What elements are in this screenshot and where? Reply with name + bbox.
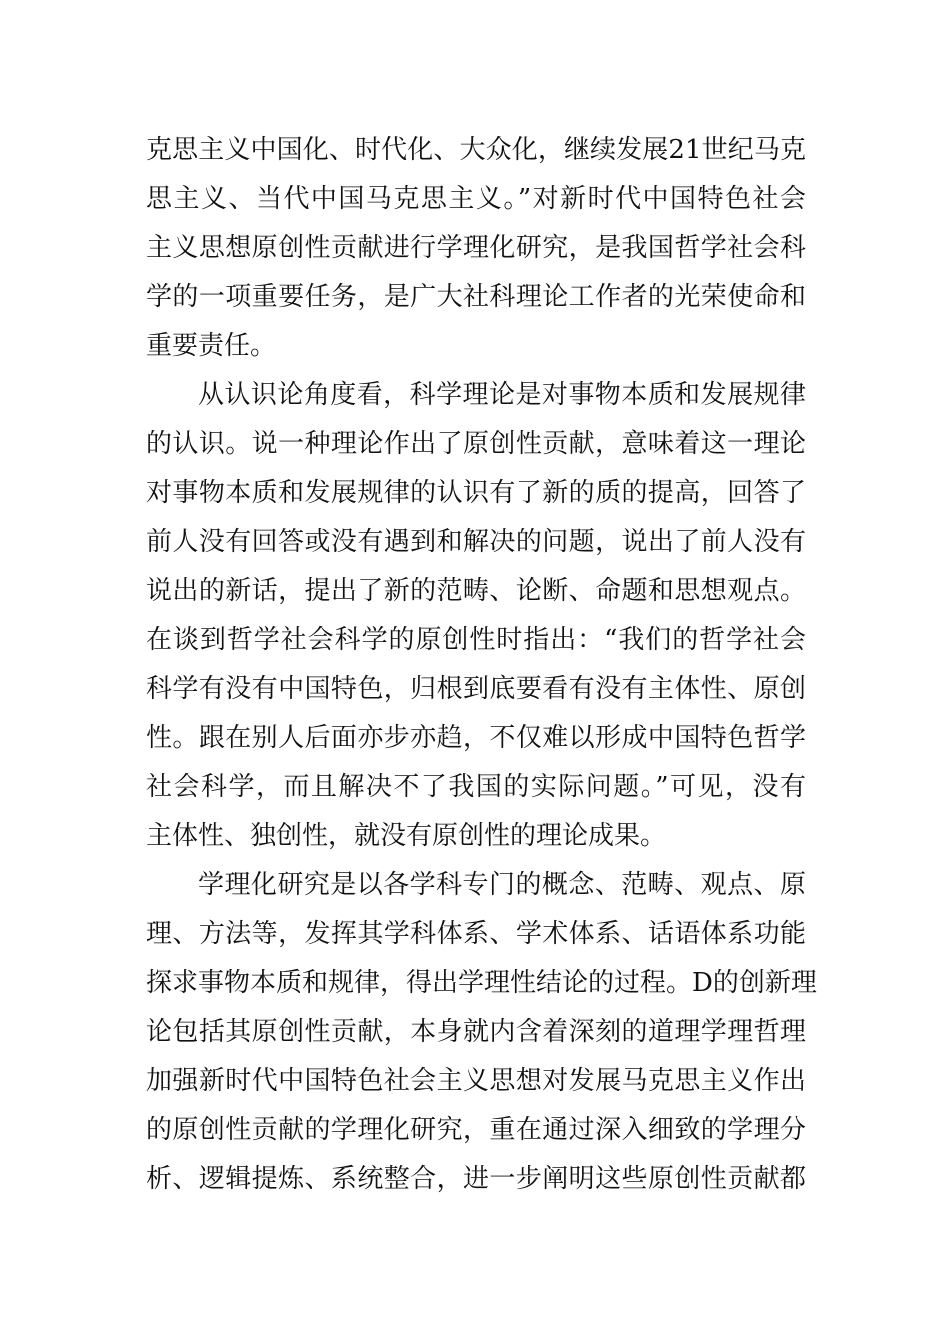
paragraph-1 (146, 126, 806, 371)
paragraph-3 (146, 861, 817, 1204)
text-line: 加强新时代中国特色社会主义思想对发展马克思主义作出 (146, 1066, 806, 1096)
text-line: 社会科学，而且解决不了我国的实际问题。”可见，没有 (146, 772, 806, 802)
text-line: 性。跟在别人后面亦步亦趋，不仅难以形成中国特色哲学 (146, 723, 806, 753)
text-line: 在谈到哲学社会科学的原创性时指出：“我们的哲学社会 (146, 625, 806, 655)
text-line: 对事物本质和发展规律的认识有了新的质的提高，回答了 (146, 478, 806, 508)
text-line: 学的一项重要任务，是广大社科理论工作者的光荣使命和 (146, 282, 806, 312)
text-line: 思主义、当代中国马克思主义。”对新时代中国特色社会 (146, 184, 806, 214)
text-line: 的原创性贡献的学理化研究，重在通过深入细致的学理分 (146, 1115, 806, 1145)
text-line: 从认识论角度看，科学理论是对事物本质和发展规律 (198, 380, 806, 410)
text-line: 理、方法等，发挥其学科体系、学术体系、话语体系功能 (146, 919, 806, 949)
text-line: 说出的新话，提出了新的范畴、论断、命题和思想观点。 (146, 576, 806, 606)
text-line: 科学有没有中国特色，归根到底要看有没有主体性、原创 (146, 674, 806, 704)
text-line: 重要责任。 (146, 331, 277, 361)
paragraph-2 (146, 371, 806, 861)
text-line: 论包括其原创性贡献，本身就内含着深刻的道理学理哲理 (146, 1017, 806, 1047)
text-line: 主义思想原创性贡献进行学理化研究，是我国哲学社会科 (146, 233, 806, 263)
text-line: 主体性、独创性，就没有原创性的理论成果。 (146, 821, 667, 851)
body-text (146, 126, 817, 1204)
text-line: 克思主义中国化、时代化、大众化，继续发展21世纪马克 (146, 135, 806, 165)
text-line: 析、逻辑提炼、系统整合，进一步阐明这些原创性贡献都 (146, 1164, 806, 1194)
text-line: 学理化研究是以各学科专门的概念、范畴、观点、原 (198, 870, 806, 900)
text-line: 探求事物本质和规律，得出学理性结论的过程。D的创新理 (146, 968, 817, 998)
text-line: 前人没有回答或没有遇到和解决的问题，说出了前人没有 (146, 527, 806, 557)
text-line: 的认识。说一种理论作出了原创性贡献，意味着这一理论 (146, 429, 806, 459)
